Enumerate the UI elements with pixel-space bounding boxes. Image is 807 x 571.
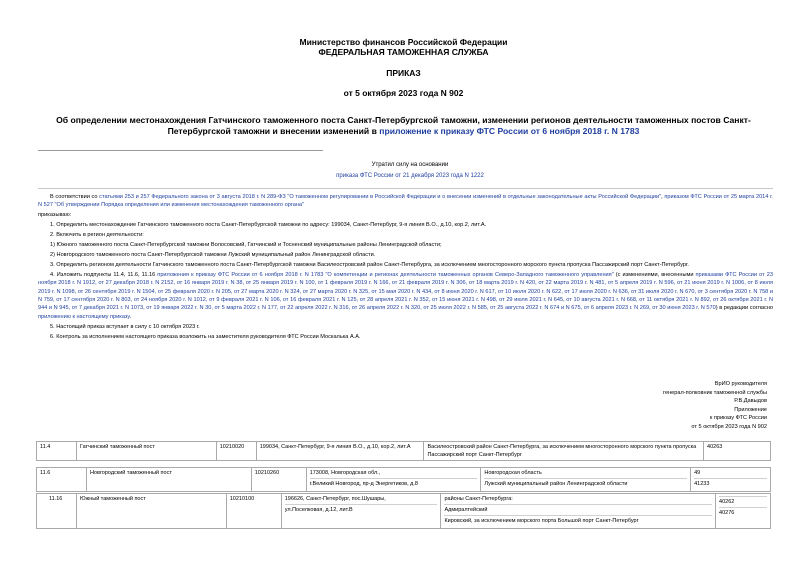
address-line: 196626, Санкт-Петербург, пос.Шушары,: [285, 495, 438, 505]
row-num: 11.4: [37, 442, 77, 461]
post-address: [281, 494, 441, 529]
annex-title: Приложение: [734, 406, 767, 413]
annex-date: от 5 октября 2023 года N 902: [691, 423, 767, 430]
paragraph-2-2: 2) Новгородского таможенного поста Санкт-Петербургской таможни Лужский муниципальный район Ленинградской области.: [50, 252, 376, 259]
subject-text: Об определении местонахождения Гатчинского таможенного поста Санкт-Петербургской таможни, изменении регионов деятельности таможенных постов Санкт-Петербургской таможни и внесении изменений в: [56, 115, 751, 136]
post-address: [306, 468, 481, 492]
okato-code: [716, 494, 771, 529]
subject-link[interactable]: приложение к приказу ФТС России от 6 ноября 2018 г. N 1783: [379, 126, 640, 136]
post-name: Новгородский таможенный пост: [86, 468, 251, 492]
signer-name: Р.В.Давыдов: [734, 398, 767, 405]
annex-ref: к приказу ФТС России: [709, 415, 767, 422]
post-region: [481, 468, 691, 492]
table-row: [37, 468, 771, 492]
table-row: [37, 494, 771, 529]
annex-table-row-11-16: [36, 493, 771, 529]
post-address: 199034, Санкт-Петербург, 9-я линия В.О., д.10, кор.2, лит.А: [256, 442, 424, 461]
post-region: [441, 494, 716, 529]
paragraph-4: 4. Изложить подпункты 11.4, 11.6, 11.16 приложения к приказу ФТС России от 6 ноября 2018 г. N 1783 "О компетенции и регионах деятельности таможенных органов Северо-Западного таможенного управления" (с изменениями, внесенными приказами ФТС России от 23 ноября 2018 г. N 1912, от 27 декабря 2018 г. N 2152, от 16 января 2019 г. N 38, от 25 января 2019 г. N 100, от 1 февраля 2019 г. N 166, от 21 февраля 2019 г. N 306, от 18 марта 2019 г. N 420, от 22 марта 2019 г. N 481, от 5 апреля 2019 г. N 596, от 21 июня 2019 г. N 1006, от 8 июля 2019 г. N 1098, от 26 сентября 2019 г. N 1504, от 25 февраля 2020 г. N 205, от 27 марта 2020 г. N 324, от 27 марта 2020 г. N 325, от 15 мая 2020 г. N 434, от 8 июня 2020 г. N 617, от 10 июля 2020 г. N 622, от 17 июля 2020 г. N 636, от 31 июля 2020 г. N 670, от 3 сентября 2020 г. N 758 и N 759, от 17 сентября 2020 г. N 803, от 24 ноября 2020 г. N 1012, от 9 февраля 2021 г. N 106, от 16 февраля 2021 г. N 125, от 28 апреля 2021 г. N 352, от 15 июня 2021 г. N 498, от 29 июля 2021 г. N 645, от 10 августа 2021 г. N 668, от 11 октября 2021 г. N 892, от 26 октября 2021 г. N 944 и N 945, от 7 декабря 2021 г. N 1073, от 19 января 2022 г. N 30, от 5 марта 2022 г. N 177, от 22 апреля 2022 г. N 316, от 26 апреля 2022 г. N 320, от 25 июля 2022 г. N 585, от 25 августа 2022 г. N 674 и N 675, от 6 апреля 2023 г. N 269, от 30 июня 2023 г. N 570) в редакции согласно приложению к настоящему приказу.: [38, 272, 773, 320]
doc-type: ПРИКАЗ: [386, 68, 421, 78]
service-title: ФЕДЕРАЛЬНАЯ ТАМОЖЕННАЯ СЛУЖБА: [318, 47, 489, 57]
document-subject: [40, 115, 767, 137]
region-line: Адмиралтейский: [444, 506, 712, 516]
annex-table-row-11-4: [36, 441, 771, 461]
row-num: 11.6: [37, 468, 87, 492]
paragraph-6: 6. Контроль за исполнением настоящего приказа возложить на заместителя руководителя ФТС России Москалька А.А.: [50, 333, 361, 340]
okato-line: 40276: [719, 510, 735, 516]
signer-rank: генерал-полковник таможенной службы: [663, 389, 767, 396]
post-code: 10210020: [216, 442, 256, 461]
signer-position: ВрИО руководителя: [714, 381, 767, 387]
region-line: Кировский, за исключением морского порта Большой порт Санкт-Петербург: [444, 518, 639, 524]
post-name: Гатчинский таможенный пост: [76, 442, 216, 461]
preamble: В соответствии со статьями 253 и 257 Федерального закона от 3 августа 2018 г. N 289-ФЗ "О таможенном регулировании в Российской Федерации и о внесении изменений в отдельные законодательные акты Российской Федерации", приказом ФТС России от 25 марта 2014 г. N 527 "Об утверждении Порядка определения или изменения местонахождения таможенного органа": [38, 194, 773, 209]
lapsed-text: Утратил силу на основании: [371, 162, 449, 168]
address-line: г.Великий Новгород, пр-д Энергетиков, д.8: [309, 481, 418, 487]
lapsed-note: [330, 161, 490, 181]
ministry-title: Министерство финансов Российской Федерации: [299, 37, 508, 47]
document-body: [38, 193, 773, 343]
divider-top: [38, 150, 323, 151]
lapsed-link[interactable]: приказа ФТС России от 21 декабря 2023 года N 1222: [336, 173, 484, 179]
table-row: [37, 442, 771, 461]
paragraph-5: 5. Настоящий приказ вступает в силу с 10 октября 2023 г.: [50, 323, 200, 330]
post-code: 10210100: [226, 494, 281, 529]
divider-body: [38, 188, 773, 189]
region-line: Лужский муниципальный район Ленинградской области: [484, 481, 628, 487]
region-line: районы Санкт-Петербурга:: [444, 495, 712, 505]
post-region: Василеостровский район Санкт-Петербурга, за исключением многосторонного морского пункта пропуска Пассажирский порт Санкт-Петербург: [424, 442, 704, 461]
order-word: приказываю:: [38, 212, 72, 219]
okato-line: 49: [694, 469, 767, 479]
okato-line: [719, 495, 767, 497]
signature-block: [537, 380, 767, 432]
region-line: Новгородская область: [484, 469, 687, 479]
row-num: 11.16: [37, 494, 77, 529]
p4-link-annex[interactable]: приложению к настоящему приказу: [38, 313, 130, 320]
annex-table-row-11-6: [36, 467, 771, 492]
post-code: 10210260: [251, 468, 306, 492]
address-line: 173008, Новгородская обл.,: [310, 469, 478, 479]
paragraph-2: 2. Включить в регион деятельности:: [50, 232, 144, 239]
okato-line: 41233: [694, 481, 710, 487]
paragraph-3: 3. Определить регионом деятельности Гатчинского таможенного поста Санкт-Петербургской таможни Василеостровский район Санкт-Петербурга, за исключением многосторонного морского пункта пропуска Пассажирский порт Санкт-Петербург.: [50, 262, 689, 269]
doc-date-number: от 5 октября 2023 года N 902: [343, 88, 464, 98]
post-name: Южный таможенный пост: [76, 494, 226, 529]
p4-link-amendments[interactable]: приказами ФТС России от 23 ноября 2018 г. N 1912, от 27 декабря 2018 г. N 2152, от 16 января 2019 г. N 38, от 25 января 2019 г. N 100, от 1 февраля 2019 г. N 166, от 21 февраля 2019 г. N 306, от 18 марта 2019 г. N 420, от 22 марта 2019 г. N 481, от 5 апреля 2019 г. N 596, от 21 июня 2019 г. N 1006, от 8 июля 2019 г. N 1098, от 26 сентября 2019 г. N 1504, от 25 февраля 2020 г. N 205, от 27 марта 2020 г. N 324, от 27 марта 2020 г. N 325, от 15 мая 2020 г. N 434, от 8 июня 2020 г. N 617, от 10 июля 2020 г. N 622, от 17 июля 2020 г. N 636, от 31 июля 2020 г. N 670, от 3 сентября 2020 г. N 758 и N 759, от 17 сентября 2020 г. N 803, от 24 ноября 2020 г. N 1012, от 9 февраля 2021 г. N 106, от 16 февраля 2021 г. N 125, от 28 апреля 2021 г. N 352, от 15 июня 2021 г. N 498, от 29 июля 2021 г. N 645, от 10 августа 2021 г. N 668, от 11 октября 2021 г. N 892, от 26 октября 2021 г. N 944 и N 945, от 7 декабря 2021 г. N 1073, от 19 января 2022 г. N 30, от 5 марта 2022 г. N 177, от 22 апреля 2022 г. N 316, от 26 апреля 2022 г. N 320, от 25 июля 2022 г. N 585, от 25 августа 2022 г. N 674 и N 675, от 6 апреля 2023 г. N 269, от 30 июня 2023 г. N 570: [38, 272, 773, 312]
address-line: ул.Поселковая, д.12, лит.В: [284, 507, 353, 513]
okato-code: 40263: [704, 442, 771, 461]
preamble-link-law[interactable]: статьями 253 и 257 Федерального закона от 3 августа 2018 г. N 289-ФЗ "О таможенном регулировании в Российской Федерации и о внесении изменений в отдельные законодательные акты Российской Федерации": [99, 194, 662, 200]
p4-link-appendix[interactable]: приложения к приказу ФТС России от 6 ноября 2018 г. N 1783 "О компетенции и регионах деятельности таможенных органов Северо-Западного таможенного управления": [157, 272, 614, 279]
preamble-link-order[interactable]: приказом ФТС России от 25 марта 2014 г. N 527 "Об утверждении Порядка определения или изменения местонахождения таможенного органа": [38, 194, 773, 209]
okato-code: [691, 468, 771, 492]
paragraph-1: 1. Определить местонахождение Гатчинского таможенного поста Санкт-Петербургской таможни по адресу: 199034, Санкт-Петербург, 9-я линия В.О., д.10, кор.2, лит.А.: [50, 222, 487, 229]
paragraph-2-1: 1) Южного таможенного поста Санкт-Петербургской таможни Волосовский, Гатчинский и Тосненский муниципальные районы Ленинградской области;: [50, 242, 442, 249]
okato-line: 40262: [719, 498, 767, 508]
